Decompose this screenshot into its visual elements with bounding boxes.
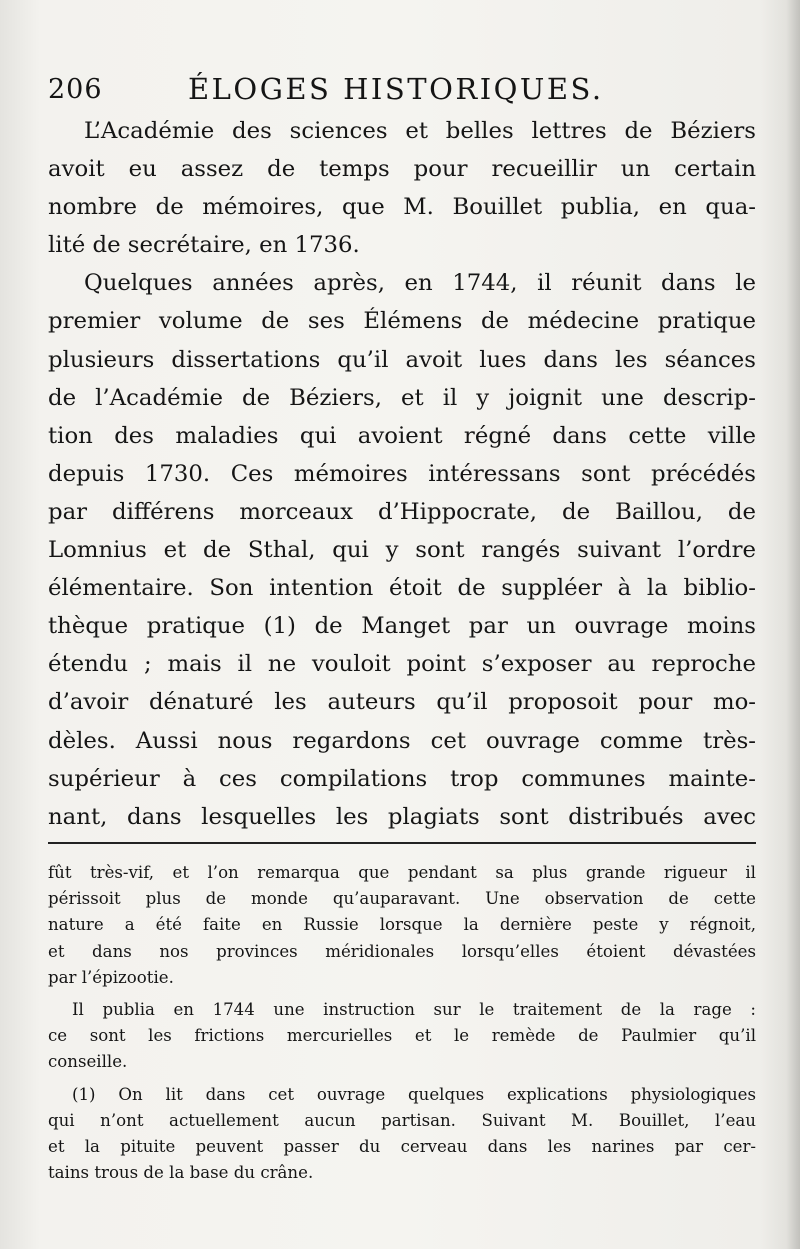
main-text [48, 112, 756, 836]
page-header [48, 70, 788, 110]
footnote-line: ce sont les frictions mercurielles et le remède de Paulmier qu’il [48, 1026, 756, 1046]
footnote-divider [48, 842, 756, 844]
text-line: Lomnius et de Sthal, qui y sont rangés suivant l’ordre [48, 537, 756, 564]
text-line: par différens morceaux d’Hippocrate, de Baillou, de [48, 498, 756, 525]
text-line: nombre de mémoires, que M. Bouillet publia, en qua- [48, 194, 756, 221]
footnotes [48, 860, 756, 1186]
footnote-line: et la pituite peuvent passer du cerveau dans les narines par cer- [48, 1136, 756, 1156]
footnote-line: par l’épizootie. [48, 967, 174, 987]
text-line: supérieur à ces compilations trop communes mainte- [48, 765, 756, 792]
text-line: tion des maladies qui avoient régné dans cette ville [48, 422, 756, 449]
footnote-line: et dans nos provinces méridionales lorsqu’elles étoient dévastées [48, 941, 756, 961]
text-line: de l’Académie de Béziers, et il y joignit une descrip- [48, 384, 756, 411]
text-line: nant, dans lesquelles les plagiats sont distribués avec [48, 803, 756, 830]
running-title: ÉLOGES HISTORIQUES. [188, 72, 604, 106]
text-line: avoit eu assez de temps pour recueillir un certain [48, 156, 756, 183]
text-line: d’avoir dénaturé les auteurs qu’il proposoit pour mo- [48, 689, 756, 716]
text-line: Quelques années après, en 1744, il réunit dans le [84, 270, 756, 297]
footnote-line: conseille. [48, 1052, 128, 1072]
text-line: lité de secrétaire, en 1736. [48, 232, 360, 259]
footnote-line: nature a été faite en Russie lorsque la dernière peste y régnoit, [48, 915, 756, 935]
text-line: depuis 1730. Ces mémoires intéressans sont précédés [48, 460, 756, 487]
footnote-line: (1) On lit dans cet ouvrage quelques explications physiologiques [72, 1084, 756, 1104]
text-line: L’Académie des sciences et belles lettres de Béziers [84, 118, 756, 144]
footnote-line: qui n’ont actuellement aucun partisan. Suivant M. Bouillet, l’eau [48, 1110, 756, 1130]
footnote-line: tains trous de la base du crâne. [48, 1163, 314, 1183]
page-number: 206 [48, 74, 103, 105]
text-line: étendu ; mais il ne vouloit point s’exposer au reproche [48, 651, 756, 678]
text-line: dèles. Aussi nous regardons cet ouvrage comme très- [48, 727, 756, 754]
text-line: plusieurs dissertations qu’il avoit lues dans les séances [48, 346, 756, 373]
footnote-line: fût très-vif, et l’on remarqua que pendant sa plus grande rigueur il [48, 863, 756, 882]
footnote-line: périssoit plus de monde qu’auparavant. Une observation de cette [48, 889, 756, 909]
text-line: élémentaire. Son intention étoit de suppléer à la biblio- [48, 575, 756, 602]
text-line: premier volume de ses Élémens de médecine pratique [48, 308, 756, 335]
footnote-line: Il publia en 1744 une instruction sur le traitement de la rage : [72, 999, 756, 1019]
text-line: thèque pratique (1) de Manget par un ouvrage moins [48, 613, 756, 640]
